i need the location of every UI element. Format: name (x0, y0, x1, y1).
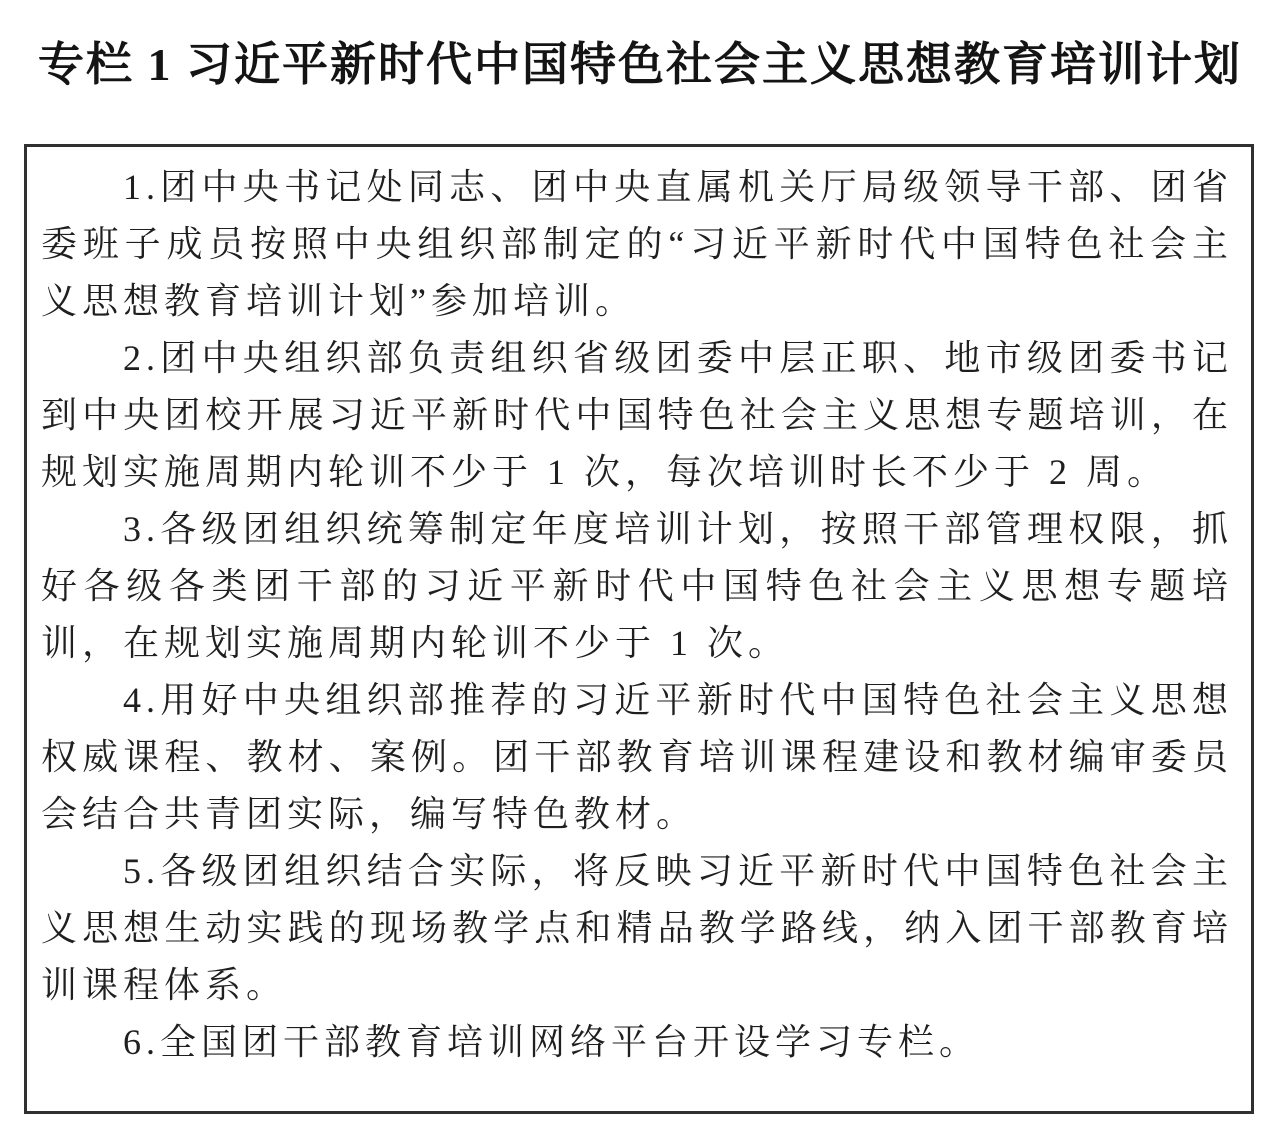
paragraph-2: 2.团中央组织部负责组织省级团委中层正职、地市级团委书记到中央团校开展习近平新时代中国特色社会主义思想专题培训，在规划实施周期内轮训不少于 1 次，每次培训时长不少于 2 周。 (41, 338, 1233, 492)
paragraph-1: 1.团中央书记处同志、团中央直属机关厅局级领导干部、团省委班子成员按照中央组织部制定的“习近平新时代中国特色社会主义思想教育培训计划”参加培训。 (41, 167, 1233, 321)
sidebar-column-box (24, 144, 1254, 1114)
paragraph-4: 4.用好中央组织部推荐的习近平新时代中国特色社会主义思想权威课程、教材、案例。团干部教育培训课程建设和教材编审委员会结合共青团实际，编写特色教材。 (41, 680, 1233, 834)
paragraph-3: 3.各级团组织统筹制定年度培训计划，按照干部管理权限，抓好各级各类团干部的习近平新时代中国特色社会主义思想专题培训，在规划实施周期内轮训不少于 1 次。 (41, 509, 1233, 663)
page-title: 专栏 1 习近平新时代中国特色社会主义思想教育培训计划 (38, 39, 1242, 90)
paragraph-6: 6.全国团干部教育培训网络平台开设学习专栏。 (123, 1022, 981, 1062)
paragraph-5: 5.各级团组织结合实际，将反映习近平新时代中国特色社会主义思想生动实践的现场教学点和精品教学路线，纳入团干部教育培训课程体系。 (41, 851, 1233, 1005)
